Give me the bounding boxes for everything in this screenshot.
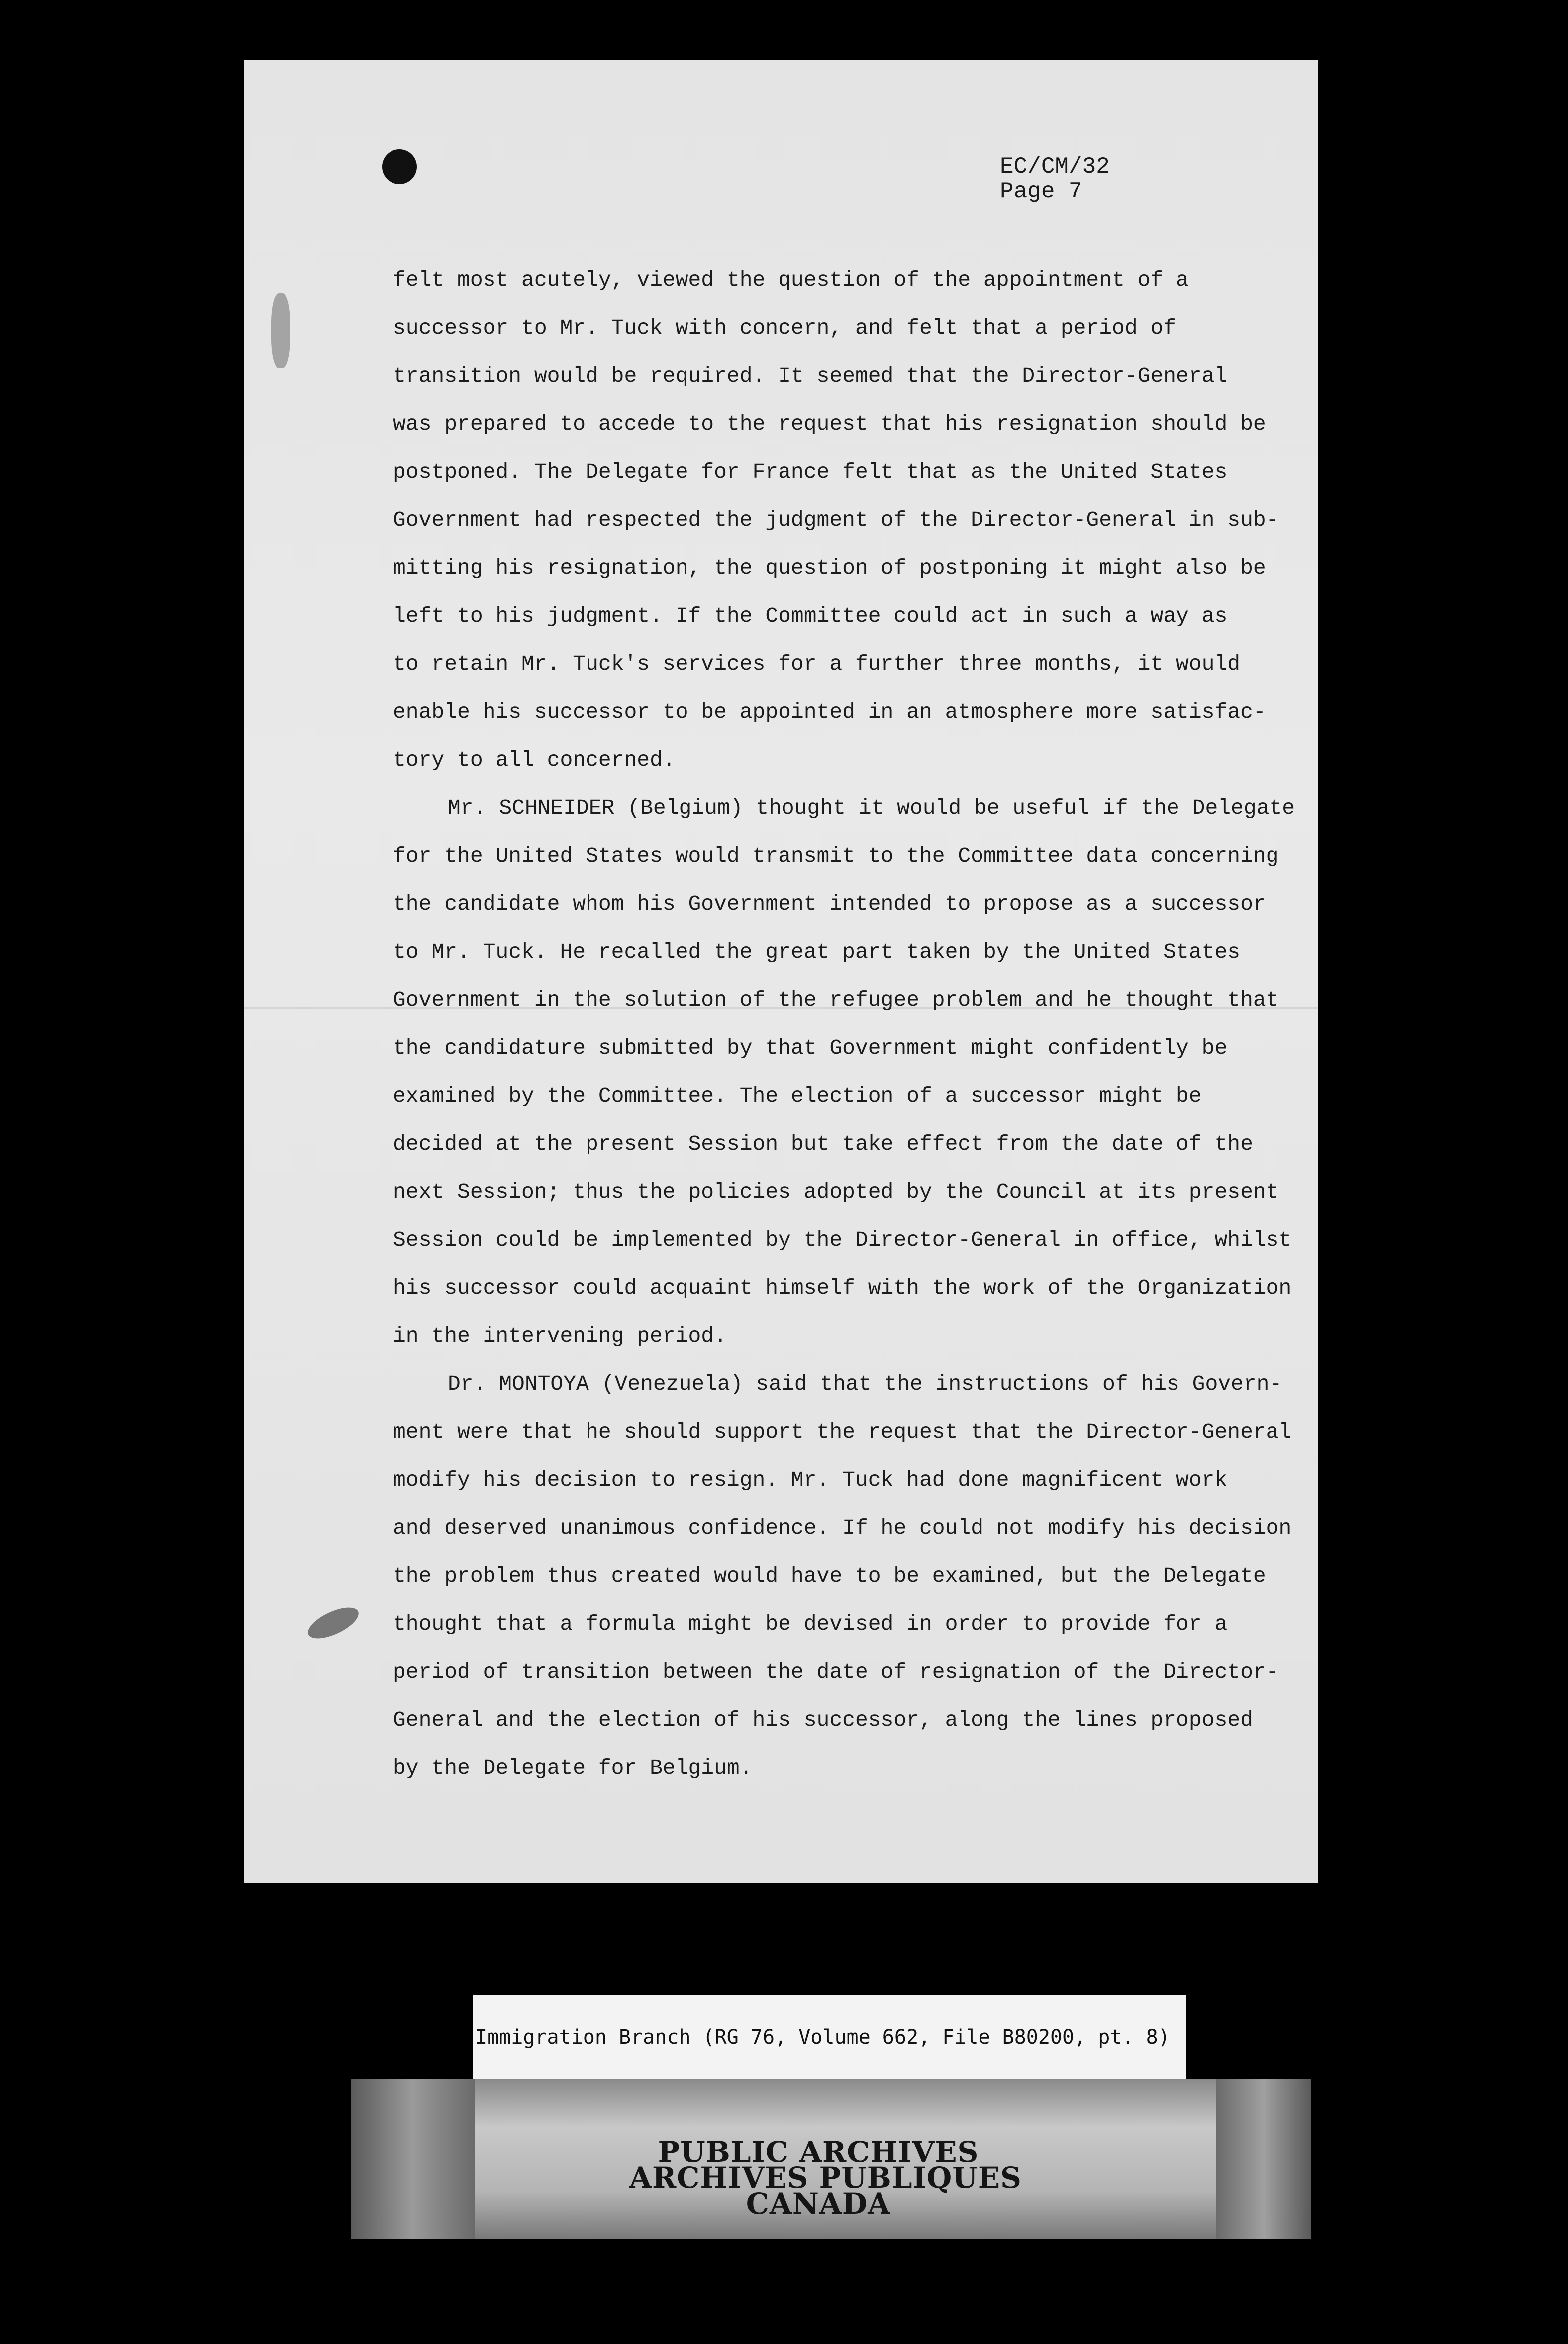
- stamp-line-1: PUBLIC ARCHIVES: [658, 2135, 979, 2169]
- text-line: successor to Mr. Tuck with concern, and felt that a period of: [393, 315, 1176, 340]
- paragraph: [393, 256, 1303, 784]
- text-line: thought that a formula might be devised in order to provide for a: [393, 1612, 1228, 1636]
- archive-reference-label: [473, 1995, 1186, 2082]
- archive-stamp-strip: [351, 2079, 1311, 2239]
- text-line: transition would be required. It seemed that the Director-General: [393, 364, 1228, 388]
- text-line: left to his judgment. If the Committee could act in such a way as: [393, 603, 1228, 628]
- paragraph: [393, 1361, 1303, 1793]
- archive-stamp: [629, 2135, 1022, 2221]
- text-line: period of transition between the date of resignation of the Director-: [393, 1660, 1279, 1684]
- text-line: next Session; thus the policies adopted by the Council at its present: [393, 1179, 1279, 1204]
- archive-reference-text: Immigration Branch (RG 76, Volume 662, File B80200, pt. 8): [475, 2026, 1170, 2049]
- paragraph: [393, 784, 1303, 1361]
- text-line: in the intervening period.: [393, 1324, 727, 1348]
- stamp-line-2: ARCHIVES PUBLIQUES: [629, 2161, 1022, 2195]
- document-page: [244, 60, 1318, 1883]
- text-line: postponed. The Delegate for France felt that as the United States: [393, 460, 1228, 484]
- text-line: General and the election of his successor, along the lines proposed: [393, 1708, 1253, 1732]
- text-line: Government in the solution of the refugee problem and he thought that: [393, 987, 1279, 1012]
- body-text: [393, 256, 1303, 1792]
- document-reference: EC/CM/32: [1000, 154, 1110, 180]
- text-line: enable his successor to be appointed in an atmosphere more satisfac-: [393, 699, 1266, 724]
- text-line: the candidature submitted by that Government might confidently be: [393, 1036, 1228, 1060]
- text-line: tory to all concerned.: [393, 748, 676, 772]
- text-line: ment were that he should support the request that the Director-General: [393, 1420, 1292, 1444]
- margin-stain: [271, 293, 290, 368]
- text-line: Dr. MONTOYA (Venezuela) said that the instructions of his Govern-: [448, 1371, 1282, 1396]
- text-line: mitting his resignation, the question of postponing it might also be: [393, 556, 1266, 580]
- text-line: to retain Mr. Tuck's services for a further three months, it would: [393, 652, 1241, 676]
- text-line: by the Delegate for Belgium.: [393, 1756, 753, 1780]
- text-line: for the United States would transmit to the Committee data concerning: [393, 844, 1279, 868]
- punch-hole: [382, 149, 417, 184]
- page-number: Page 7: [1000, 179, 1082, 204]
- text-line: Session could be implemented by the Director-General in office, whilst: [393, 1228, 1292, 1252]
- page-header: [1000, 154, 1110, 204]
- text-line: to Mr. Tuck. He recalled the great part taken by the United States: [393, 940, 1241, 964]
- text-line: and deserved unanimous confidence. If he could not modify his decision: [393, 1516, 1292, 1540]
- ink-smudge: [304, 1601, 363, 1645]
- text-line: decided at the present Session but take effect from the date of the: [393, 1132, 1253, 1156]
- text-line: the problem thus created would have to be examined, but the Delegate: [393, 1563, 1266, 1588]
- text-line: felt most acutely, viewed the question of the appointment of a: [393, 268, 1189, 292]
- text-line: modify his decision to resign. Mr. Tuck had done magnificent work: [393, 1467, 1228, 1492]
- text-line: Mr. SCHNEIDER (Belgium) thought it would be useful if the Delegate: [448, 795, 1295, 820]
- text-line: Government had respected the judgment of the Director-General in sub-: [393, 507, 1279, 532]
- text-line: examined by the Committee. The election of a successor might be: [393, 1083, 1202, 1108]
- text-line: was prepared to accede to the request that his resignation should be: [393, 411, 1266, 436]
- stamp-line-3: CANADA: [746, 2187, 891, 2221]
- text-line: his successor could acquaint himself with the work of the Organization: [393, 1275, 1292, 1300]
- film-edge-right: [1216, 2079, 1311, 2239]
- film-edge-left: [351, 2079, 475, 2239]
- text-line: the candidate whom his Government intended to propose as a successor: [393, 891, 1266, 916]
